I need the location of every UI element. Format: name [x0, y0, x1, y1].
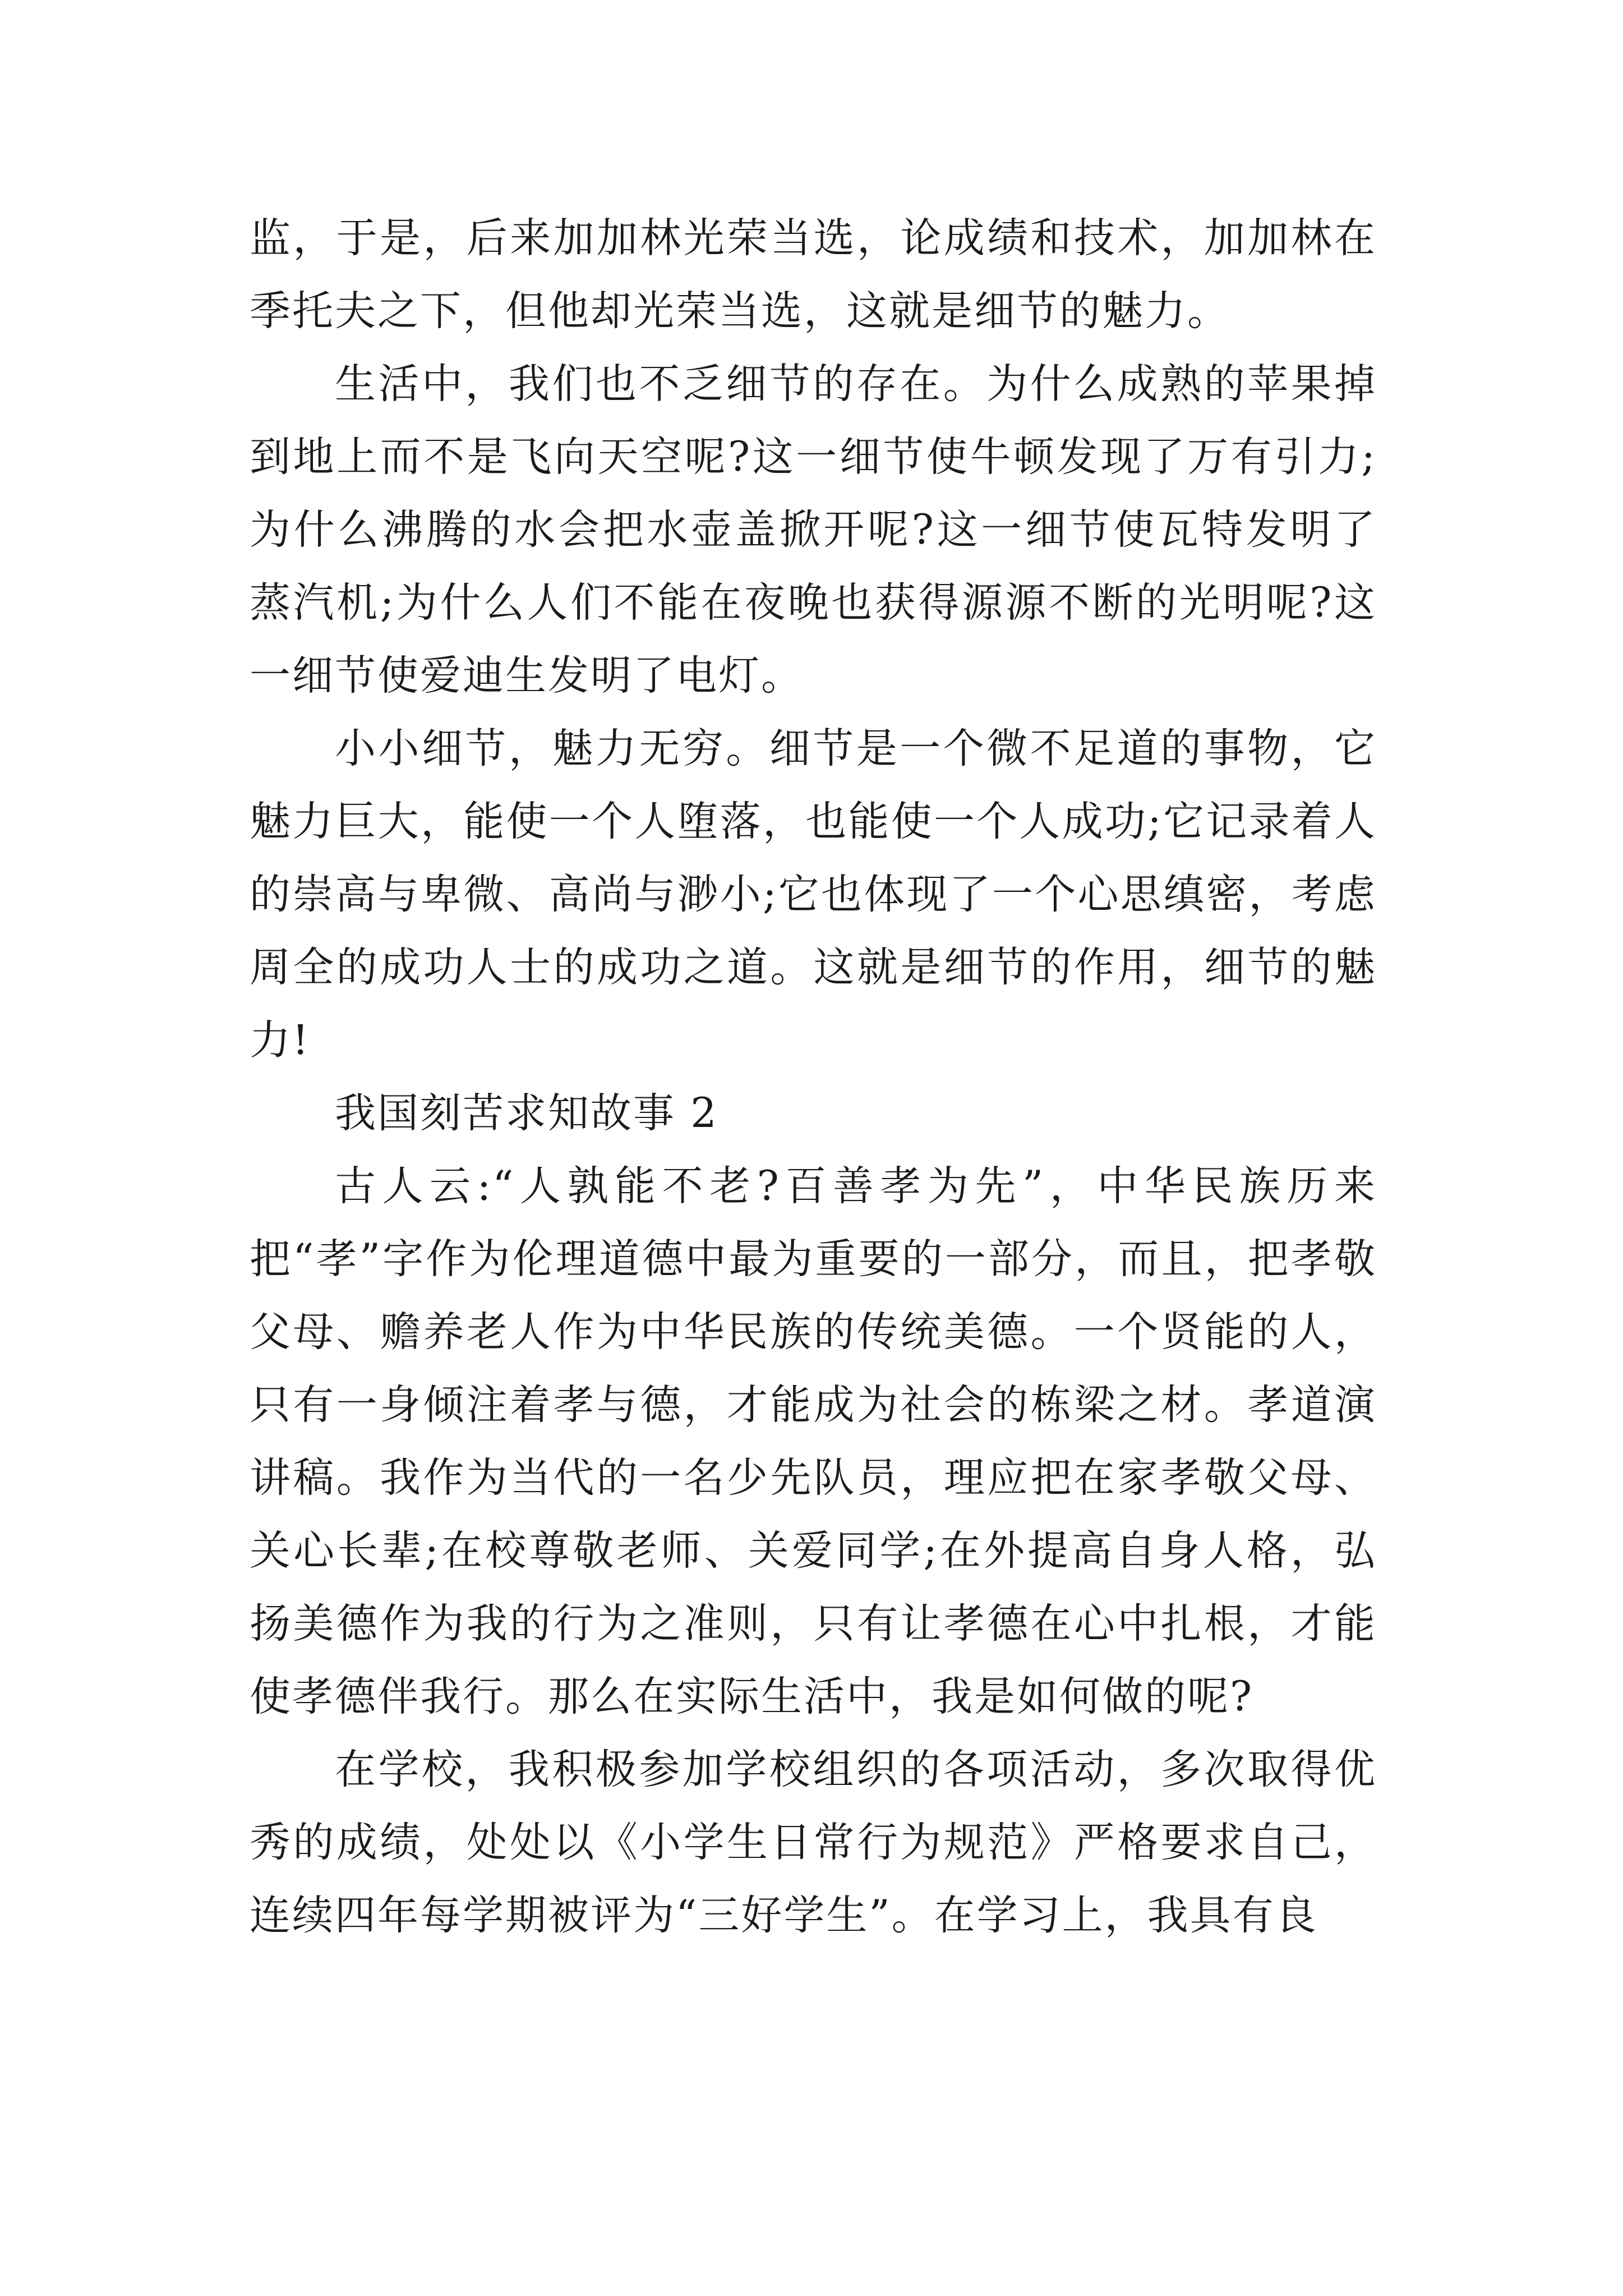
document-body — [250, 202, 1377, 1952]
paragraph-2: 生活中，我们也不乏细节的存在。为什么成熟的苹果掉到地上而不是飞向天空呢?这一细节使牛顿发现了万有引力;为什么沸腾的水会把水壶盖掀开呢?这一细节使瓦特发明了蒸汽机;为什么人们不能在夜晚也获得源源不断的光明呢?这一细节使爱迪生发明了电灯。 — [250, 360, 1377, 700]
section-title: 我国刻苦求知故事 2 — [335, 1089, 718, 1137]
section-paragraph-2: 在学校，我积极参加学校组织的各项活动，多次取得优秀的成绩，处处以《小学生日常行为规范》严格要求自己，连续四年每学期被评为“三好学生”。在学习上，我具有良 — [250, 1746, 1377, 1939]
section-paragraph-1: 古人云:“人孰能不老?百善孝为先”，中华民族历来把“孝”字作为伦理道德中最为重要的一部分，而且，把孝敬父母、赡养老人作为中华民族的传统美德。一个贤能的人，只有一身倾注着孝与德，才能成为社会的栋梁之材。孝道演讲稿。我作为当代的一名少先队员，理应把在家孝敬父母、关心长辈;在校尊敬老师、关爱同学;在外提高自身人格，弘扬美德作为我的行为之准则，只有让孝德在心中扎根，才能使孝德伴我行。那么在实际生活中，我是如何做的呢? — [250, 1162, 1377, 1720]
paragraph-1: 监，于是，后来加加林光荣当选，论成绩和技术，加加林在季托夫之下，但他却光荣当选，这就是细节的魅力。 — [250, 214, 1377, 335]
paragraph-3: 小小细节，魅力无穷。细节是一个微不足道的事物，它魅力巨大，能使一个人堕落，也能使一个人成功;它记录着人的崇高与卑微、高尚与渺小;它也体现了一个心思缜密，考虑周全的成功人士的成功之道。这就是细节的作用，细节的魅力! — [250, 725, 1377, 1064]
